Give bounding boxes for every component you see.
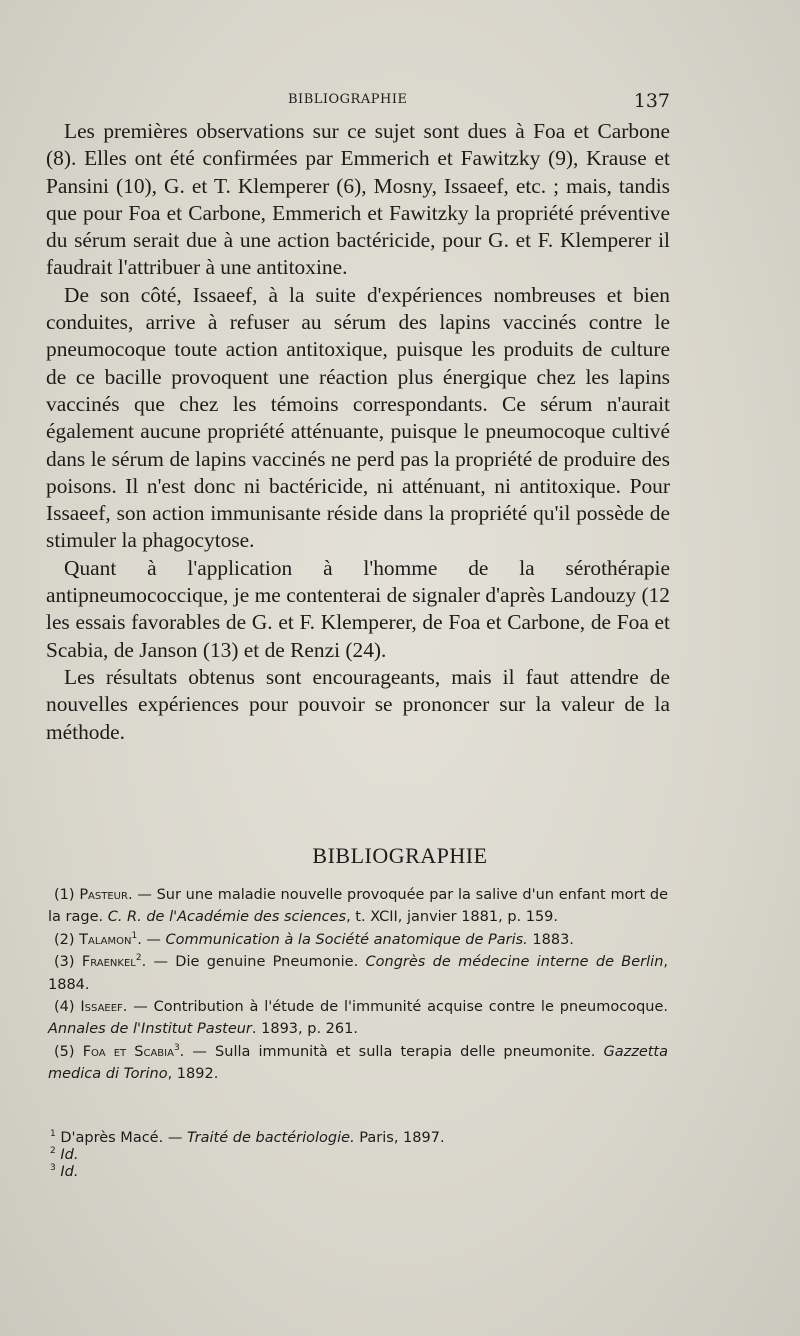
reference-source: Congrès de médecine interne de Berlin [365, 954, 664, 971]
footnote-mark: 3 [50, 1163, 56, 1174]
reference-author: Pasteur. [79, 887, 133, 903]
footnote-mark: 1 [50, 1129, 56, 1140]
reference-author: Foa et Scabia [82, 1043, 174, 1060]
paragraph: Les premières observations sur ce sujet sont dues à Foa et Carbone (8). Elles ont été confirmées par Emmerich et Fawitzky (9), Krause et Pansini (10), G. et T. Klemperer (6), Mosny, Issaeef, etc. ; mais, tandis que pour Foa et Carbone, Emmerich et Fawitzky la propriété préventive du sérum serait due à une action bactéricide, pour G. et F. Klemperer il faudrait l'attribuer à une antitoxine. [46, 119, 670, 280]
reference-number: (3) [54, 954, 75, 971]
footnote [50, 1130, 650, 1147]
reference-text: — Contribution à l'étude de l'immunité acquise contre le pneumocoque. [127, 999, 668, 1016]
paragraph: Quant à l'application à l'homme de la sérothérapie antipneumococcique, je me contenterai de signaler d'après Landouzy (12 les essais favorables de G. et F. Klemperer, de Foa et Carbone, de Foa et Scabia, de Janson (13) et de Renzi (24). [46, 555, 670, 662]
footnote-marker: 3 [173, 1043, 180, 1054]
reference-text: . — Die genuine Pneumonie. [141, 954, 366, 971]
reference-text: . — Sulla immunità et sulla terapia delle pneumonite. [179, 1043, 604, 1060]
reference-number: (1) [54, 887, 75, 903]
footnote-tail: Paris, 1897. [354, 1130, 445, 1146]
running-title: BIBLIOGRAPHIE [288, 92, 408, 107]
reference-author: Issaeef. [80, 999, 128, 1016]
reference-text: — Sur une maladie nouvelle provoquée par la salive d'un enfant mort de la rage. [48, 887, 669, 926]
reference-list [48, 884, 668, 1086]
reference-text: . — [137, 931, 166, 948]
reference-number: (5) [54, 1043, 75, 1060]
reference-source: Annales de l'Institut Pasteur [48, 1021, 252, 1038]
reference-item [48, 951, 668, 996]
reference-item [48, 929, 668, 951]
reference-number: (4) [54, 999, 75, 1016]
reference-item [48, 996, 668, 1041]
body-text [46, 118, 670, 746]
running-header [48, 90, 670, 114]
paragraph: Les résultats obtenus sont encourageants, mais il faut attendre de nouvelles expériences pour pouvoir se prononcer sur la valeur de la méthode. [46, 664, 670, 744]
reference-tail: , 1892. [167, 1066, 219, 1083]
paragraph: De son côté, Issaeef, à la suite d'expériences nombreuses et bien conduites, arrive à refuser au sérum des lapins vaccinés contre le pneumocoque toute action antitoxique, puisque les produits de culture de ce bacille provoquent une réaction plus énergique chez les lapins vaccinés que chez les témoins correspondants. Ce sérum n'aurait également aucune propriété atténuante, puisque le pneumocoque cultivé dans le sérum de lapins vaccinés ne perd pas la propriété de produire des poisons. Il n'est donc ni bactéricide, ni atténuant, ni antitoxique. Pour Issaeef, son action immunisante réside dans la propriété qu'il possède de stimuler la phagocytose. [46, 282, 670, 553]
footnote-marker: 1 [131, 930, 138, 941]
footnote-marker: 2 [135, 953, 142, 964]
reference-tail: . 1893, p. 261. [251, 1021, 358, 1038]
section-heading: BIBLIOGRAPHIE [312, 843, 488, 868]
reference-item [48, 884, 668, 929]
reference-item [48, 1041, 668, 1086]
footnote [50, 1147, 650, 1164]
footnote-source: Id. [60, 1164, 79, 1180]
footnote-source: Id. [60, 1147, 79, 1163]
footnotes [50, 1130, 650, 1181]
footnote-source: Traité de bactériologie. [186, 1130, 355, 1146]
reference-source: Gazzetta medica di Torino [48, 1043, 669, 1083]
reference-author: Talamon [79, 931, 132, 948]
reference-number: (2) [54, 931, 75, 948]
reference-source: C. R. de l'Académie des sciences [107, 909, 347, 926]
footnote [50, 1164, 650, 1181]
reference-source: Communication à la Société anatomique de Paris. [165, 931, 528, 948]
reference-author: Fraenkel [81, 954, 136, 971]
reference-tail: 1883. [527, 931, 574, 948]
page-number: 137 [633, 90, 670, 112]
footnote-text: D'après Macé. — [55, 1130, 187, 1146]
footnote-mark: 2 [50, 1146, 56, 1157]
reference-tail: , t. XCII, janvier 1881, p. 159. [346, 909, 559, 926]
reference-tail: , 1884. [48, 954, 668, 993]
